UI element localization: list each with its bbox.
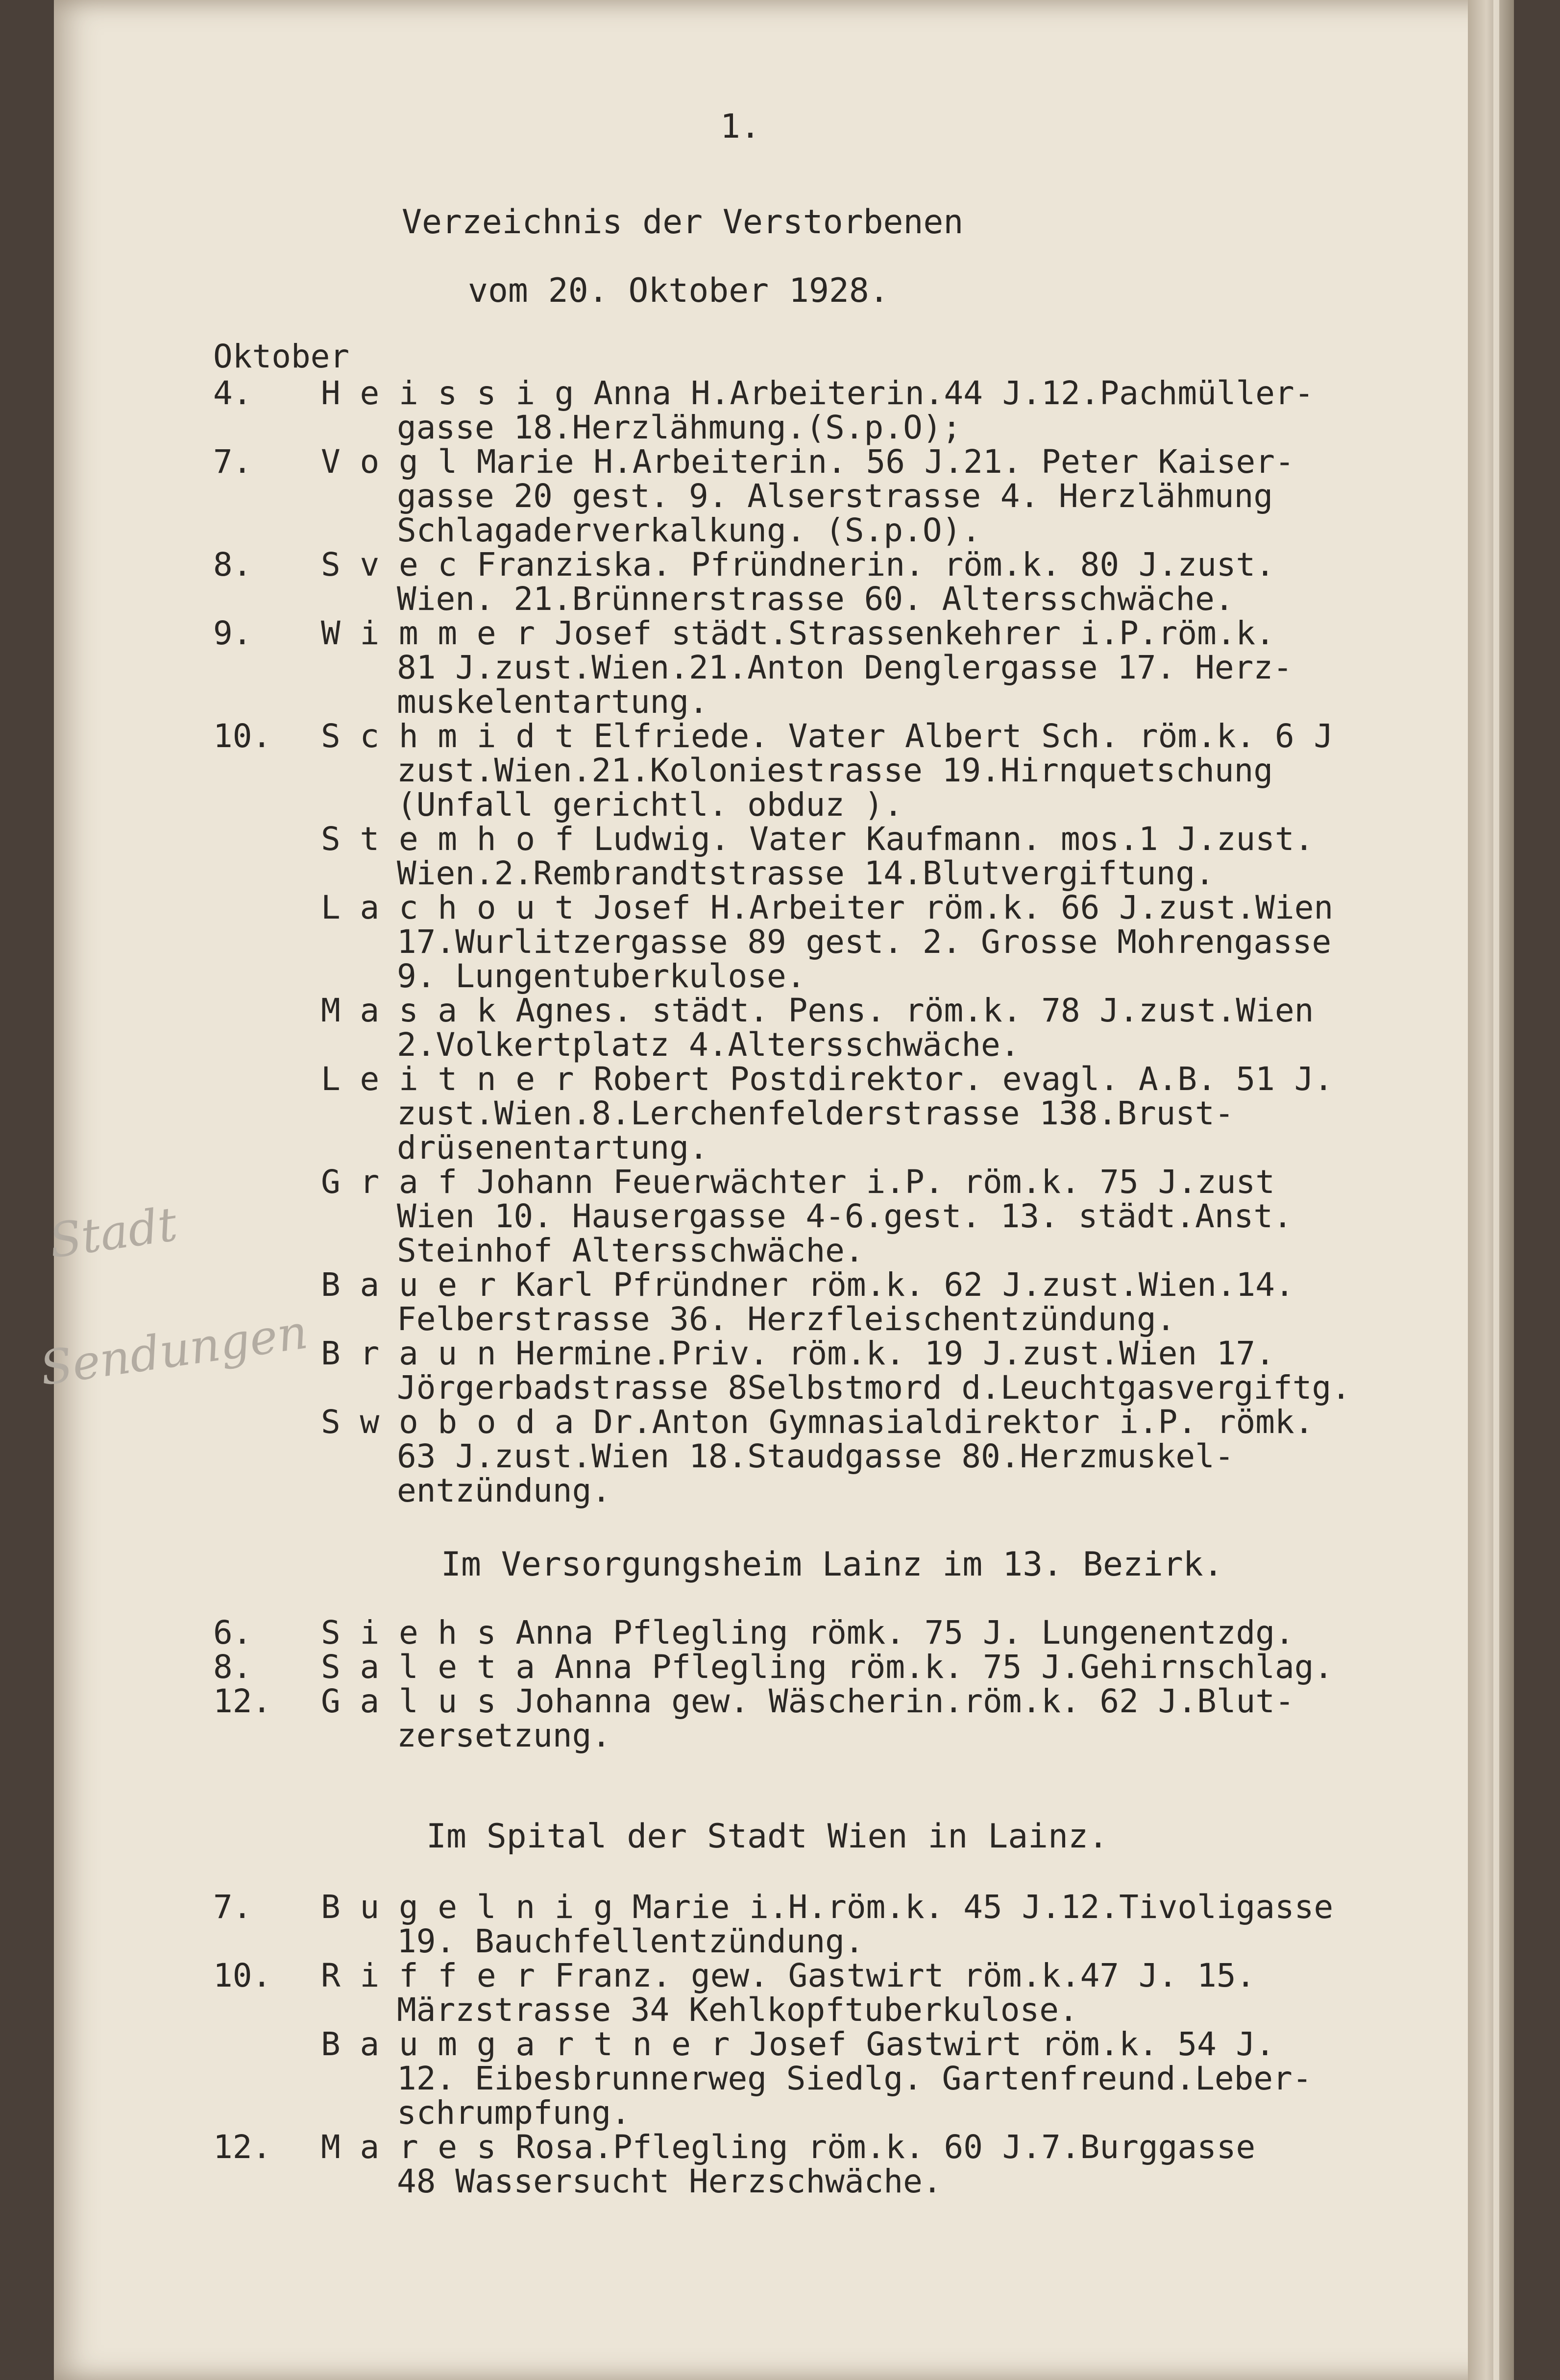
- entry-day: 10.: [213, 1957, 272, 1994]
- entry-line: 17.Wurlitzergasse 89 gest. 2. Grosse Mohrengasse: [397, 923, 1332, 961]
- entry-line: Wien.2.Rembrandtstrasse 14.Blutvergiftung.: [397, 854, 1215, 892]
- entry-day: 8.: [213, 1648, 252, 1686]
- margin-note-1: Stadt: [46, 1196, 181, 1269]
- entry-line: R i f f e r Franz. gew. Gastwirt röm.k.47 J. 15.: [321, 1957, 1256, 1994]
- entry-line: zust.Wien.21.Koloniestrasse 19.Hirnquetschung: [397, 752, 1273, 789]
- entry-line: M a r e s Rosa.Pflegling röm.k. 60 J.7.Burggasse: [321, 2128, 1256, 2166]
- entry-line: zust.Wien.8.Lerchenfelderstrasse 138.Brust-: [397, 1094, 1234, 1132]
- entry-line: schrumpfung.: [397, 2094, 631, 2132]
- entry-line: 81 J.zust.Wien.21.Anton Denglergasse 17. Herz-: [397, 649, 1292, 686]
- entry-day: 12.: [213, 1682, 272, 1720]
- entry-line: S a l e t a Anna Pflegling röm.k. 75 J.Gehirnschlag.: [321, 1648, 1334, 1686]
- section-heading-versorgungsheim: Im Versorgungsheim Lainz im 13. Bezirk.: [441, 1545, 1223, 1584]
- entry-line: 63 J.zust.Wien 18.Staudgasse 80.Herzmuskel-: [397, 1437, 1234, 1475]
- entry-line: S c h m i d t Elfriede. Vater Albert Sch. röm.k. 6 J: [321, 717, 1334, 755]
- page-edge-highlight: [1493, 0, 1499, 2380]
- entry-line: zersetzung.: [397, 1717, 611, 1754]
- entry-line: Felberstrasse 36. Herzfleischentzündung.: [397, 1300, 1176, 1338]
- entry-line: 48 Wassersucht Herzschwäche.: [397, 2162, 942, 2200]
- entry-day: 7.: [213, 1888, 252, 1926]
- entry-line: entzündung.: [397, 1472, 611, 1509]
- entry-day: 10.: [213, 717, 272, 755]
- entry-line: B u g e l n i g Marie i.H.röm.k. 45 J.12.Tivoligasse: [321, 1888, 1334, 1926]
- margin-note-2: Sendungen: [36, 1304, 311, 1396]
- entry-day: 6.: [213, 1614, 252, 1651]
- month-label: Oktober: [213, 338, 350, 375]
- entry-line: B a u m g a r t n e r Josef Gastwirt röm.k. 54 J.: [321, 2025, 1275, 2063]
- entry-line: 12. Eibesbrunnerweg Siedlg. Gartenfreund.Leber-: [397, 2060, 1312, 2097]
- entry-day: 7.: [213, 443, 252, 481]
- entry-line: H e i s s i g Anna H.Arbeiterin.44 J.12.Pachmüller-: [321, 374, 1314, 412]
- entry-line: 2.Volkertplatz 4.Altersschwäche.: [397, 1026, 1020, 1064]
- entry-line: Schlagaderverkalkung. (S.p.O).: [397, 511, 981, 549]
- entry-line: G a l u s Johanna gew. Wäscherin.röm.k. 62 J.Blut-: [321, 1682, 1294, 1720]
- entry-day: 12.: [213, 2128, 272, 2166]
- entry-line: G r a f Johann Feuerwächter i.P. röm.k. 75 J.zust: [321, 1163, 1275, 1201]
- entry-line: L e i t n e r Robert Postdirektor. evagl. A.B. 51 J.: [321, 1060, 1334, 1098]
- entry-day: 8.: [213, 546, 252, 583]
- entry-line: S i e h s Anna Pflegling römk. 75 J. Lungenentzdg.: [321, 1614, 1294, 1651]
- entry-line: gasse 20 gest. 9. Alserstrasse 4. Herzlähmung: [397, 477, 1273, 515]
- entry-line: gasse 18.Herzlähmung.(S.p.O);: [397, 409, 962, 446]
- entry-line: S v e c Franziska. Pfründnerin. röm.k. 80 J.zust.: [321, 546, 1275, 583]
- entry-line: Wien. 21.Brünnerstrasse 60. Altersschwäche.: [397, 580, 1234, 618]
- entry-line: Jörgerbadstrasse 8Selbstmord d.Leuchtgasvergiftg.: [397, 1369, 1351, 1407]
- entry-line: muskelentartung.: [397, 683, 708, 721]
- entry-line: M a s a k Agnes. städt. Pens. röm.k. 78 J.zust.Wien: [321, 992, 1314, 1029]
- entry-line: V o g l Marie H.Arbeiterin. 56 J.21. Peter Kaiser-: [321, 443, 1294, 481]
- entry-line: drüsenentartung.: [397, 1129, 708, 1166]
- entry-line: S t e m h o f Ludwig. Vater Kaufmann. mos.1 J.zust.: [321, 820, 1314, 858]
- section-heading-spital: Im Spital der Stadt Wien in Lainz.: [426, 1817, 1108, 1856]
- entry-line: W i m m e r Josef städt.Strassenkehrer i.P.röm.k.: [321, 614, 1275, 652]
- entry-line: B r a u n Hermine.Priv. röm.k. 19 J.zust.Wien 17.: [321, 1335, 1275, 1372]
- entry-line: Steinhof Altersschwäche.: [397, 1232, 864, 1269]
- document-page: [36, 0, 1514, 2380]
- document-title: Verzeichnis der Verstorbenen: [402, 203, 964, 242]
- date-line: vom 20. Oktober 1928.: [468, 271, 889, 310]
- entry-line: (Unfall gerichtl. obduz ).: [397, 786, 903, 824]
- entry-line: B a u e r Karl Pfründner röm.k. 62 J.zust.Wien.14.: [321, 1266, 1294, 1304]
- entry-line: Wien 10. Hausergasse 4-6.gest. 13. städt.Anst.: [397, 1197, 1292, 1235]
- entry-line: S w o b o d a Dr.Anton Gymnasialdirektor i.P. römk.: [321, 1403, 1314, 1441]
- page-edge: [1468, 0, 1514, 2380]
- page-number: 1.: [720, 107, 760, 146]
- entry-day: 4.: [213, 374, 252, 412]
- entry-line: Märzstrasse 34 Kehlkopftuberkulose.: [397, 1991, 1078, 2029]
- entry-line: L a c h o u t Josef H.Arbeiter röm.k. 66 J.zust.Wien: [321, 889, 1334, 926]
- entry-line: 19. Bauchfellentzündung.: [397, 1922, 864, 1960]
- entry-line: 9. Lungentuberkulose.: [397, 957, 806, 995]
- entry-day: 9.: [213, 614, 252, 652]
